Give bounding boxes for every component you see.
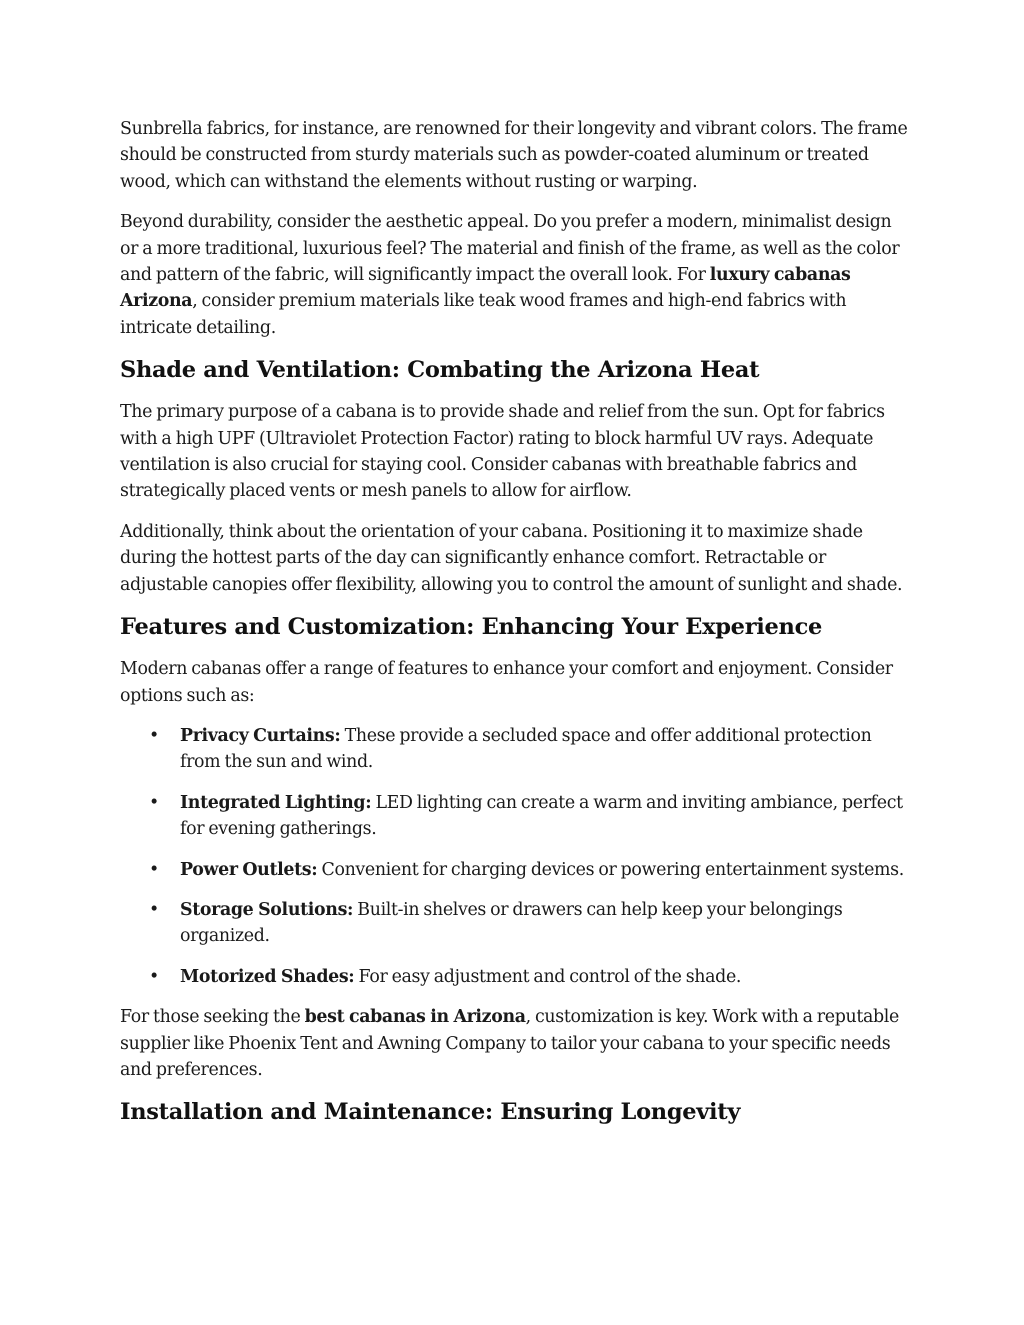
paragraph-text: , consider premium materials like teak wood frames and high-end fabrics with intricate detailing.	[120, 291, 847, 338]
list-item	[120, 897, 910, 950]
paragraph-features-intro: Modern cabanas offer a range of features to enhance your comfort and enjoyment. Consider options such as:	[120, 659, 893, 706]
feature-text: LED lighting can create a warm and inviting ambiance, perfect for evening gatherings.	[180, 792, 903, 840]
list-item	[120, 857, 910, 883]
list-item	[120, 723, 910, 776]
bold-keyword: luxury cabanas Arizona	[120, 265, 851, 312]
list-item	[120, 790, 910, 843]
bullet-icon: •	[149, 859, 159, 880]
features-list	[120, 723, 910, 990]
paragraph-aesthetic	[120, 209, 910, 341]
paragraph-customization	[120, 1004, 910, 1083]
heading-features-customization: Features and Customization: Enhancing Your Experience	[120, 614, 822, 641]
paragraph-orientation: Additionally, think about the orientation of your cabana. Positioning it to maximize shade during the hottest parts of the day can significantly enhance comfort. Retractable or adjustable canopies offer flexibility, allowing you to control the amount of sunlight and shade.	[120, 521, 903, 595]
feature-text: For easy adjustment and control of the shade.	[354, 966, 742, 987]
paragraph-text: , customization is key. Work with a reputable supplier like Phoenix Tent and Awning Company to tailor your cabana to your specific needs and preferences.	[120, 1007, 899, 1080]
bold-keyword: best cabanas in Arizona	[304, 1007, 526, 1028]
paragraph-text: For those seeking the	[120, 1007, 305, 1028]
bullet-icon: •	[149, 966, 159, 987]
feature-text: These provide a secluded space and offer additional protection from the sun and wind.	[180, 725, 872, 773]
feature-title: Privacy Curtains:	[180, 725, 341, 746]
bullet-icon: •	[149, 792, 159, 813]
feature-text: Built-in shelves or drawers can help keep your belongings organized.	[180, 899, 843, 947]
paragraph-sunbrella: Sunbrella fabrics, for instance, are renowned for their longevity and vibrant colors. The frame should be constructed from sturdy materials such as powder-coated aluminum or treated wood, which can withstand the elements without rusting or warping.	[120, 119, 908, 192]
feature-title: Power Outlets:	[180, 859, 318, 880]
bullet-icon: •	[149, 899, 159, 920]
feature-text: Convenient for charging devices or powering entertainment systems.	[317, 859, 904, 880]
heading-shade-ventilation: Shade and Ventilation: Combating the Arizona Heat	[120, 357, 760, 384]
paragraph-text: Beyond durability, consider the aesthetic appeal. Do you prefer a modern, minimalist design or a more traditional, luxurious feel? The material and finish of the frame, as well as the color and pattern of the fabric, will significantly impact the overall look. For	[120, 212, 900, 286]
heading-installation-maintenance: Installation and Maintenance: Ensuring Longevity	[120, 1099, 741, 1126]
paragraph-shade: The primary purpose of a cabana is to provide shade and relief from the sun. Opt for fabrics with a high UPF (Ultraviolet Protection Factor) rating to block harmful UV rays. Adequate ventilation is also crucial for staying cool. Consider cabanas with breathable fabrics and strategically placed vents or mesh panels to allow for airflow.	[120, 402, 885, 502]
document-page	[120, 116, 910, 1141]
feature-title: Storage Solutions:	[180, 899, 354, 920]
feature-title: Motorized Shades:	[180, 966, 355, 987]
list-item	[120, 964, 910, 990]
bullet-icon: •	[149, 725, 159, 746]
feature-title: Integrated Lighting:	[180, 792, 372, 813]
